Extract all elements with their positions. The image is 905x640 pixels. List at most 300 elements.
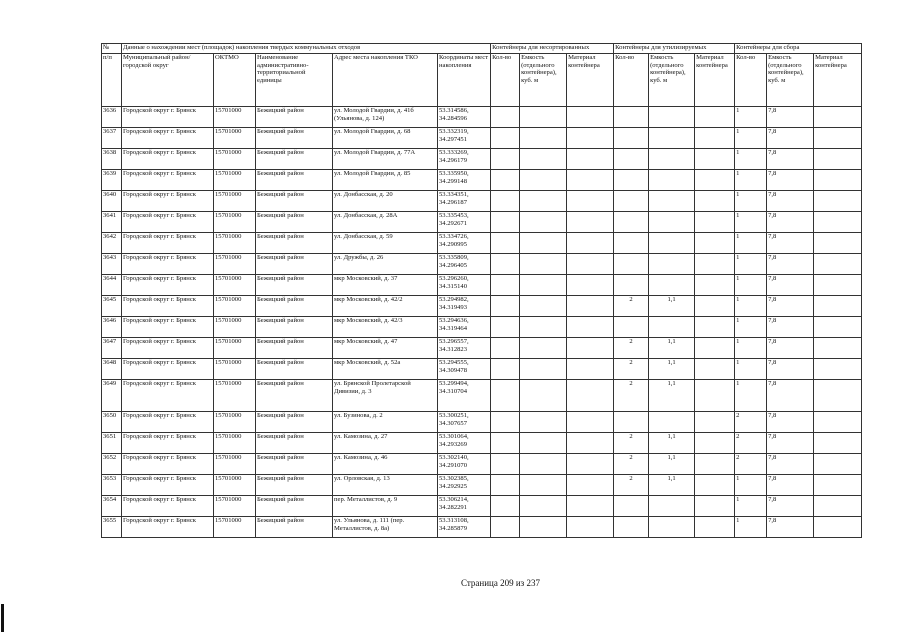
- recycle-material-cell: [695, 149, 735, 170]
- collect-count-cell: 1: [735, 275, 767, 296]
- unsorted-material-cell: [567, 338, 614, 359]
- collect-material-cell: [814, 233, 862, 254]
- table-row: [102, 380, 862, 412]
- coords-cell: 53.335453, 34.292671: [438, 212, 491, 233]
- municipal-cell: Городской округ г. Брянск: [122, 191, 214, 212]
- collect-capacity-cell: 7,8: [767, 149, 814, 170]
- recycle-capacity-cell: 1,1: [649, 338, 695, 359]
- oktmo-cell: 15701000: [214, 454, 256, 475]
- collect-material-cell: [814, 380, 862, 412]
- oktmo-cell: 15701000: [214, 433, 256, 454]
- territory-cell: Бежицкий район: [256, 233, 333, 254]
- coords-cell: 53.335950, 34.299148: [438, 170, 491, 191]
- row-number-cell: 3649: [102, 380, 122, 412]
- address-cell: ул. Молодой Гвардии, д. 85: [333, 170, 438, 191]
- collect-capacity-cell: 7,8: [767, 212, 814, 233]
- table-row: [102, 496, 862, 517]
- unsorted-capacity-cell: [520, 338, 567, 359]
- coords-cell: 53.296260, 34.315140: [438, 275, 491, 296]
- recycle-capacity-cell: [649, 149, 695, 170]
- header-group-unsorted: Контейнеры для несортированных: [491, 44, 614, 54]
- municipal-cell: Городской округ г. Брянск: [122, 338, 214, 359]
- unsorted-count-cell: [491, 149, 520, 170]
- collect-material-cell: [814, 338, 862, 359]
- collect-count-cell: 1: [735, 380, 767, 412]
- recycle-capacity-cell: 1,1: [649, 296, 695, 317]
- address-cell: ул. Камозина, д. 27: [333, 433, 438, 454]
- collect-capacity-cell: 7,8: [767, 496, 814, 517]
- table-row: [102, 338, 862, 359]
- territory-cell: Бежицкий район: [256, 128, 333, 149]
- coords-cell: 53.301064, 34.293269: [438, 433, 491, 454]
- scan-edge-mark: [1, 604, 4, 632]
- municipal-cell: Городской округ г. Брянск: [122, 212, 214, 233]
- oktmo-cell: 15701000: [214, 149, 256, 170]
- municipal-cell: Городской округ г. Брянск: [122, 149, 214, 170]
- header-collect-material: Материал контейнера: [814, 54, 862, 107]
- header-municipal: Муниципальный район/городской округ: [122, 54, 214, 107]
- collect-capacity-cell: 7,8: [767, 296, 814, 317]
- unsorted-material-cell: [567, 296, 614, 317]
- coords-cell: 53.332319, 34.297451: [438, 128, 491, 149]
- recycle-capacity-cell: 1,1: [649, 454, 695, 475]
- collect-capacity-cell: 7,8: [767, 170, 814, 191]
- collect-material-cell: [814, 412, 862, 433]
- address-cell: ул. Камозина, д. 46: [333, 454, 438, 475]
- territory-cell: Бежицкий район: [256, 296, 333, 317]
- collect-capacity-cell: 7,8: [767, 433, 814, 454]
- recycle-material-cell: [695, 338, 735, 359]
- address-cell: ул. Молодой Гвардии, д. 68: [333, 128, 438, 149]
- header-row-groups: [102, 44, 862, 54]
- table-row: [102, 517, 862, 538]
- oktmo-cell: 15701000: [214, 496, 256, 517]
- collect-count-cell: 1: [735, 475, 767, 496]
- oktmo-cell: 15701000: [214, 359, 256, 380]
- coords-cell: 53.299494, 34.310704: [438, 380, 491, 412]
- recycle-material-cell: [695, 296, 735, 317]
- territory-cell: Бежицкий район: [256, 412, 333, 433]
- recycle-capacity-cell: 1,1: [649, 475, 695, 496]
- row-number-cell: 3653: [102, 475, 122, 496]
- territory-cell: Бежицкий район: [256, 517, 333, 538]
- unsorted-material-cell: [567, 128, 614, 149]
- header-address: Адрес места накопления ТКО: [333, 54, 438, 107]
- unsorted-material-cell: [567, 412, 614, 433]
- address-cell: ул. Донбасская, д. 59: [333, 233, 438, 254]
- coords-cell: 53.294982, 34.319493: [438, 296, 491, 317]
- page-number: Страница 209 из 237: [461, 578, 540, 588]
- unsorted-capacity-cell: [520, 454, 567, 475]
- header-coords: Координаты мест накопления: [438, 54, 491, 107]
- row-number-cell: 3639: [102, 170, 122, 191]
- municipal-cell: Городской округ г. Брянск: [122, 380, 214, 412]
- unsorted-capacity-cell: [520, 191, 567, 212]
- recycle-count-cell: 2: [614, 359, 649, 380]
- table-row: [102, 107, 862, 128]
- oktmo-cell: 15701000: [214, 107, 256, 128]
- header-num: №: [102, 44, 122, 54]
- recycle-capacity-cell: [649, 496, 695, 517]
- row-number-cell: 3650: [102, 412, 122, 433]
- unsorted-material-cell: [567, 254, 614, 275]
- collect-count-cell: 1: [735, 496, 767, 517]
- recycle-count-cell: [614, 212, 649, 233]
- address-cell: мкр Московский, д. 47: [333, 338, 438, 359]
- recycle-count-cell: 2: [614, 433, 649, 454]
- collect-capacity-cell: 7,8: [767, 107, 814, 128]
- collect-capacity-cell: 7,8: [767, 233, 814, 254]
- coords-cell: 53.302385, 34.292925: [438, 475, 491, 496]
- collect-capacity-cell: 7,8: [767, 380, 814, 412]
- oktmo-cell: 15701000: [214, 317, 256, 338]
- oktmo-cell: 15701000: [214, 170, 256, 191]
- recycle-material-cell: [695, 517, 735, 538]
- recycle-capacity-cell: 1,1: [649, 380, 695, 412]
- header-territory: Наименование административно-территориальной единицы: [256, 54, 333, 107]
- header-row-columns: [102, 54, 862, 107]
- territory-cell: Бежицкий район: [256, 433, 333, 454]
- table-row: [102, 359, 862, 380]
- header-num-sub: п/п: [102, 54, 122, 107]
- unsorted-capacity-cell: [520, 212, 567, 233]
- territory-cell: Бежицкий район: [256, 212, 333, 233]
- unsorted-count-cell: [491, 433, 520, 454]
- territory-cell: Бежицкий район: [256, 496, 333, 517]
- table-row: [102, 191, 862, 212]
- collect-material-cell: [814, 191, 862, 212]
- table-row: [102, 254, 862, 275]
- municipal-cell: Городской округ г. Брянск: [122, 517, 214, 538]
- unsorted-capacity-cell: [520, 128, 567, 149]
- row-number-cell: 3645: [102, 296, 122, 317]
- recycle-capacity-cell: [649, 128, 695, 149]
- collect-count-cell: 1: [735, 149, 767, 170]
- coords-cell: 53.334726, 34.290995: [438, 233, 491, 254]
- unsorted-count-cell: [491, 338, 520, 359]
- address-cell: ул. Орловская, д. 13: [333, 475, 438, 496]
- table-row: [102, 412, 862, 433]
- row-number-cell: 3640: [102, 191, 122, 212]
- oktmo-cell: 15701000: [214, 338, 256, 359]
- recycle-count-cell: 2: [614, 475, 649, 496]
- collect-material-cell: [814, 475, 862, 496]
- unsorted-capacity-cell: [520, 233, 567, 254]
- recycle-count-cell: [614, 254, 649, 275]
- recycle-count-cell: [614, 233, 649, 254]
- row-number-cell: 3654: [102, 496, 122, 517]
- table-body: [102, 44, 862, 538]
- collect-material-cell: [814, 275, 862, 296]
- recycle-material-cell: [695, 212, 735, 233]
- collect-material-cell: [814, 433, 862, 454]
- municipal-cell: Городской округ г. Брянск: [122, 475, 214, 496]
- recycle-capacity-cell: [649, 212, 695, 233]
- unsorted-capacity-cell: [520, 170, 567, 191]
- unsorted-capacity-cell: [520, 412, 567, 433]
- collect-count-cell: 1: [735, 191, 767, 212]
- coords-cell: 53.296557, 34.312823: [438, 338, 491, 359]
- recycle-material-cell: [695, 475, 735, 496]
- unsorted-count-cell: [491, 317, 520, 338]
- municipal-cell: Городской округ г. Брянск: [122, 254, 214, 275]
- collect-material-cell: [814, 317, 862, 338]
- municipal-cell: Городской округ г. Брянск: [122, 275, 214, 296]
- recycle-material-cell: [695, 359, 735, 380]
- unsorted-material-cell: [567, 454, 614, 475]
- collect-count-cell: 2: [735, 454, 767, 475]
- address-cell: ул. Донбасская, д. 28А: [333, 212, 438, 233]
- coords-cell: 53.300251, 34.307657: [438, 412, 491, 433]
- recycle-count-cell: 2: [614, 338, 649, 359]
- coords-cell: 53.333269, 34.296179: [438, 149, 491, 170]
- territory-cell: Бежицкий район: [256, 107, 333, 128]
- row-number-cell: 3644: [102, 275, 122, 296]
- recycle-material-cell: [695, 254, 735, 275]
- row-number-cell: 3647: [102, 338, 122, 359]
- unsorted-count-cell: [491, 412, 520, 433]
- header-recycle-material: Материал контейнера: [695, 54, 735, 107]
- address-cell: ул. Донбасская, д. 20: [333, 191, 438, 212]
- unsorted-capacity-cell: [520, 254, 567, 275]
- header-collect-capacity: Емкость (отдельного контейнера), куб. м: [767, 54, 814, 107]
- unsorted-material-cell: [567, 191, 614, 212]
- table-row: [102, 149, 862, 170]
- table-row: [102, 212, 862, 233]
- unsorted-material-cell: [567, 475, 614, 496]
- address-cell: ул. Ульянова, д. 111 (пер. Металлистов, д. 8а): [333, 517, 438, 538]
- coords-cell: 53.314586, 34.284596: [438, 107, 491, 128]
- oktmo-cell: 15701000: [214, 475, 256, 496]
- header-recycle-count: Кол-во: [614, 54, 649, 107]
- municipal-cell: Городской округ г. Брянск: [122, 128, 214, 149]
- municipal-cell: Городской округ г. Брянск: [122, 107, 214, 128]
- waste-sites-table: [101, 43, 862, 538]
- header-unsorted-material: Материал контейнера: [567, 54, 614, 107]
- row-number-cell: 3643: [102, 254, 122, 275]
- territory-cell: Бежицкий район: [256, 454, 333, 475]
- header-unsorted-count: Кол-во: [491, 54, 520, 107]
- recycle-material-cell: [695, 317, 735, 338]
- collect-material-cell: [814, 296, 862, 317]
- recycle-count-cell: 2: [614, 380, 649, 412]
- recycle-capacity-cell: [649, 317, 695, 338]
- recycle-material-cell: [695, 496, 735, 517]
- unsorted-material-cell: [567, 496, 614, 517]
- collect-count-cell: 1: [735, 296, 767, 317]
- unsorted-material-cell: [567, 433, 614, 454]
- municipal-cell: Городской округ г. Брянск: [122, 317, 214, 338]
- table-row: [102, 433, 862, 454]
- unsorted-count-cell: [491, 128, 520, 149]
- address-cell: мкр Московский, д. 42/2: [333, 296, 438, 317]
- territory-cell: Бежицкий район: [256, 475, 333, 496]
- table-row: [102, 296, 862, 317]
- unsorted-material-cell: [567, 149, 614, 170]
- header-collect-count: Кол-во: [735, 54, 767, 107]
- collect-capacity-cell: 7,8: [767, 254, 814, 275]
- oktmo-cell: 15701000: [214, 412, 256, 433]
- collect-material-cell: [814, 149, 862, 170]
- territory-cell: Бежицкий район: [256, 149, 333, 170]
- row-number-cell: 3652: [102, 454, 122, 475]
- address-cell: мкр Московский, д. 37: [333, 275, 438, 296]
- table-row: [102, 170, 862, 191]
- collect-material-cell: [814, 254, 862, 275]
- unsorted-capacity-cell: [520, 317, 567, 338]
- collect-capacity-cell: 7,8: [767, 191, 814, 212]
- table-row: [102, 233, 862, 254]
- recycle-material-cell: [695, 275, 735, 296]
- unsorted-count-cell: [491, 191, 520, 212]
- coords-cell: 53.313108, 34.285879: [438, 517, 491, 538]
- collect-capacity-cell: 7,8: [767, 412, 814, 433]
- municipal-cell: Городской округ г. Брянск: [122, 233, 214, 254]
- header-unsorted-capacity: Емкость (отдельного контейнера), куб. м: [520, 54, 567, 107]
- recycle-count-cell: [614, 317, 649, 338]
- row-number-cell: 3641: [102, 212, 122, 233]
- recycle-capacity-cell: 1,1: [649, 433, 695, 454]
- unsorted-material-cell: [567, 170, 614, 191]
- collect-capacity-cell: 7,8: [767, 454, 814, 475]
- recycle-count-cell: 2: [614, 296, 649, 317]
- unsorted-count-cell: [491, 475, 520, 496]
- oktmo-cell: 15701000: [214, 254, 256, 275]
- collect-material-cell: [814, 170, 862, 191]
- unsorted-count-cell: [491, 212, 520, 233]
- recycle-capacity-cell: [649, 107, 695, 128]
- territory-cell: Бежицкий район: [256, 191, 333, 212]
- unsorted-capacity-cell: [520, 296, 567, 317]
- collect-material-cell: [814, 107, 862, 128]
- unsorted-material-cell: [567, 107, 614, 128]
- coords-cell: 53.302140, 34.291070: [438, 454, 491, 475]
- unsorted-capacity-cell: [520, 475, 567, 496]
- recycle-material-cell: [695, 412, 735, 433]
- unsorted-count-cell: [491, 296, 520, 317]
- recycle-count-cell: [614, 275, 649, 296]
- territory-cell: Бежицкий район: [256, 359, 333, 380]
- recycle-count-cell: [614, 170, 649, 191]
- territory-cell: Бежицкий район: [256, 380, 333, 412]
- row-number-cell: 3648: [102, 359, 122, 380]
- table-row: [102, 454, 862, 475]
- municipal-cell: Городской округ г. Брянск: [122, 296, 214, 317]
- row-number-cell: 3651: [102, 433, 122, 454]
- unsorted-capacity-cell: [520, 433, 567, 454]
- collect-count-cell: 1: [735, 128, 767, 149]
- oktmo-cell: 15701000: [214, 233, 256, 254]
- recycle-material-cell: [695, 380, 735, 412]
- unsorted-capacity-cell: [520, 149, 567, 170]
- recycle-capacity-cell: [649, 191, 695, 212]
- collect-count-cell: 1: [735, 233, 767, 254]
- municipal-cell: Городской округ г. Брянск: [122, 359, 214, 380]
- recycle-capacity-cell: [649, 170, 695, 191]
- recycle-count-cell: [614, 517, 649, 538]
- collect-capacity-cell: 7,8: [767, 128, 814, 149]
- coords-cell: 53.306214, 34.282291: [438, 496, 491, 517]
- unsorted-material-cell: [567, 517, 614, 538]
- collect-count-cell: 1: [735, 212, 767, 233]
- unsorted-material-cell: [567, 380, 614, 412]
- unsorted-count-cell: [491, 107, 520, 128]
- municipal-cell: Городской округ г. Брянск: [122, 496, 214, 517]
- collect-material-cell: [814, 212, 862, 233]
- recycle-material-cell: [695, 128, 735, 149]
- table-row: [102, 128, 862, 149]
- oktmo-cell: 15701000: [214, 212, 256, 233]
- territory-cell: Бежицкий район: [256, 275, 333, 296]
- collect-count-cell: 1: [735, 107, 767, 128]
- unsorted-count-cell: [491, 454, 520, 475]
- recycle-material-cell: [695, 233, 735, 254]
- unsorted-count-cell: [491, 517, 520, 538]
- unsorted-count-cell: [491, 359, 520, 380]
- unsorted-capacity-cell: [520, 496, 567, 517]
- unsorted-count-cell: [491, 275, 520, 296]
- collect-capacity-cell: 7,8: [767, 275, 814, 296]
- recycle-material-cell: [695, 107, 735, 128]
- recycle-count-cell: 2: [614, 454, 649, 475]
- recycle-capacity-cell: [649, 233, 695, 254]
- address-cell: пер. Металлистов, д. 9: [333, 496, 438, 517]
- row-number-cell: 3646: [102, 317, 122, 338]
- recycle-material-cell: [695, 170, 735, 191]
- recycle-material-cell: [695, 191, 735, 212]
- collect-count-cell: 1: [735, 338, 767, 359]
- collect-material-cell: [814, 517, 862, 538]
- territory-cell: Бежицкий район: [256, 317, 333, 338]
- table-row: [102, 475, 862, 496]
- row-number-cell: 3636: [102, 107, 122, 128]
- collect-count-cell: 1: [735, 517, 767, 538]
- recycle-count-cell: [614, 107, 649, 128]
- table-row: [102, 275, 862, 296]
- recycle-material-cell: [695, 454, 735, 475]
- unsorted-material-cell: [567, 359, 614, 380]
- unsorted-material-cell: [567, 275, 614, 296]
- header-recycle-capacity: Емкость (отдельного контейнера), куб. м: [649, 54, 695, 107]
- territory-cell: Бежицкий район: [256, 338, 333, 359]
- header-group-collect: Контейнеры для сбора: [735, 44, 862, 54]
- collect-material-cell: [814, 128, 862, 149]
- address-cell: ул. Бузинова, д. 2: [333, 412, 438, 433]
- unsorted-count-cell: [491, 170, 520, 191]
- oktmo-cell: 15701000: [214, 275, 256, 296]
- recycle-count-cell: [614, 128, 649, 149]
- coords-cell: 53.334351, 34.296187: [438, 191, 491, 212]
- row-number-cell: 3655: [102, 517, 122, 538]
- recycle-count-cell: [614, 149, 649, 170]
- row-number-cell: 3638: [102, 149, 122, 170]
- unsorted-count-cell: [491, 380, 520, 412]
- row-number-cell: 3637: [102, 128, 122, 149]
- collect-count-cell: 2: [735, 433, 767, 454]
- collect-count-cell: 1: [735, 254, 767, 275]
- unsorted-capacity-cell: [520, 380, 567, 412]
- unsorted-capacity-cell: [520, 107, 567, 128]
- collect-count-cell: 1: [735, 170, 767, 191]
- collect-count-cell: 2: [735, 412, 767, 433]
- unsorted-material-cell: [567, 317, 614, 338]
- oktmo-cell: 15701000: [214, 128, 256, 149]
- municipal-cell: Городской округ г. Брянск: [122, 454, 214, 475]
- municipal-cell: Городской округ г. Брянск: [122, 170, 214, 191]
- collect-material-cell: [814, 496, 862, 517]
- header-oktmo: ОКТМО: [214, 54, 256, 107]
- address-cell: ул. Дружбы, д. 26: [333, 254, 438, 275]
